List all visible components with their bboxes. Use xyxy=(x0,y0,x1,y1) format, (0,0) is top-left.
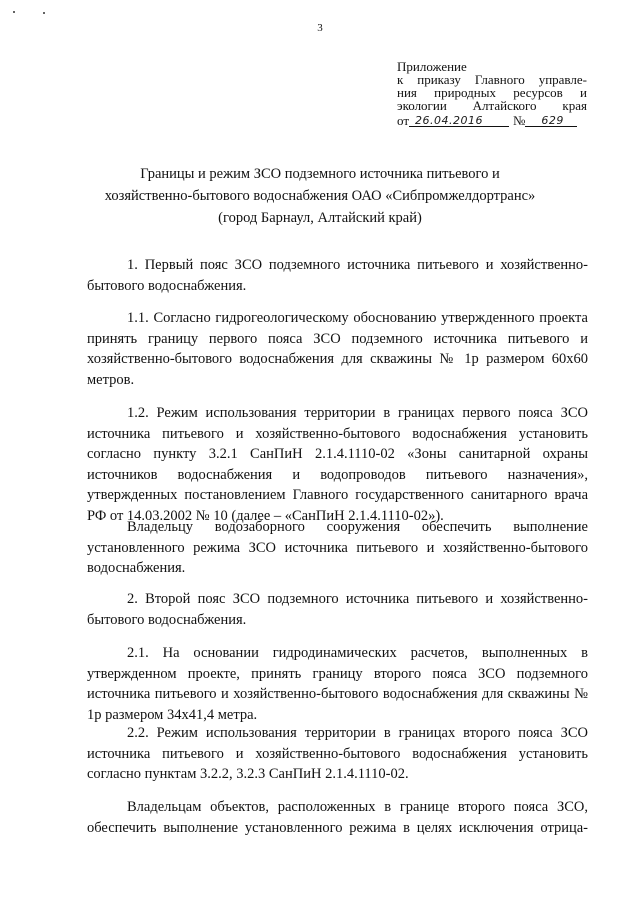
paragraph-2-2: 2.2. Режим использования территории в границах второго пояса ЗСО источника питьевого и хозяйственно-бытового водоснабжения установить согласно пунктам 3.2.2, 3.2.3 СанПиН 2.1.4.1110-02. xyxy=(87,725,588,782)
number-prefix: № xyxy=(513,113,526,128)
paragraph-2-1: 2.1. На основании гидродинамических расчетов, выполненных в утвержденном проекте, принять границу второго пояса ЗСО подземного источника питьевого и хозяйственно-бытового водоснабжения для скважины № 1р размером 34х41,4 метра. xyxy=(87,645,588,723)
handwritten-date: 26.04.2016 xyxy=(415,114,483,127)
appendix-line-4: экологии Алтайского края xyxy=(397,98,587,113)
section-2-heading: 2. Второй пояс ЗСО подземного источника питьевого и хозяйственно-бытового водоснабжения. xyxy=(87,591,588,628)
appendix-date-number-line xyxy=(397,113,587,127)
paragraph-owner-duty-2: Владельцам объектов, расположенных в границе второго пояса ЗСО, обеспечить выполнение установленного режима в целях исключения отрица- xyxy=(87,799,588,836)
scan-speck xyxy=(13,11,15,13)
handwritten-number: 629 xyxy=(541,114,564,127)
scan-speck xyxy=(43,12,45,14)
appendix-block xyxy=(397,60,587,127)
paragraph-1-2: 1.2. Режим использования территории в границах первого пояса ЗСО источника питьевого и хозяйственно-бытового водоснабжения установить согласно пункту 3.2.1 СанПиН 2.1.4.1110-02 «Зоны санитарной охраны источников водоснабжения и водопроводов питьевого назначения», утвержденных постановлением Главного государственного санитарного врача РФ от 14.03.2002 № 10 (далее – «СанПиН 2.1.4.1110-02»). xyxy=(87,405,588,524)
paragraph-1-1: 1.1. Согласно гидрогеологическому обоснованию утвержденного проекта принять границу первого пояса ЗСО подземного источника питьевого и хозяйственно-бытового водоснабжения для скважины № 1р размером 60х60 метров. xyxy=(87,310,588,388)
appendix-line-3: ния природных ресурсов и xyxy=(397,85,587,100)
appendix-line-1: Приложение xyxy=(397,59,467,74)
paragraph-owner-duty-1: Владельцу водозаборного сооружения обеспечить выполнение установленного режима ЗСО источника питьевого и хозяйственно-бытового водоснабжения. xyxy=(87,519,588,576)
section-1-heading: 1. Первый пояс ЗСО подземного источника питьевого и хозяйственно-бытового водоснабжения. xyxy=(87,257,588,294)
date-field xyxy=(409,113,509,127)
title-line-1: Границы и режим ЗСО подземного источника питьевого и xyxy=(140,166,500,182)
appendix-line-2: к приказу Главного управле- xyxy=(397,72,587,87)
date-prefix: от xyxy=(397,113,410,128)
title-line-2: хозяйственно-бытового водоснабжения ОАО «Сибпромжелдортранс» xyxy=(104,188,536,204)
page-number: 3 xyxy=(317,22,323,34)
number-field xyxy=(525,113,577,127)
title-line-3: (город Барнаул, Алтайский край) xyxy=(218,210,422,226)
document-title xyxy=(60,163,580,229)
